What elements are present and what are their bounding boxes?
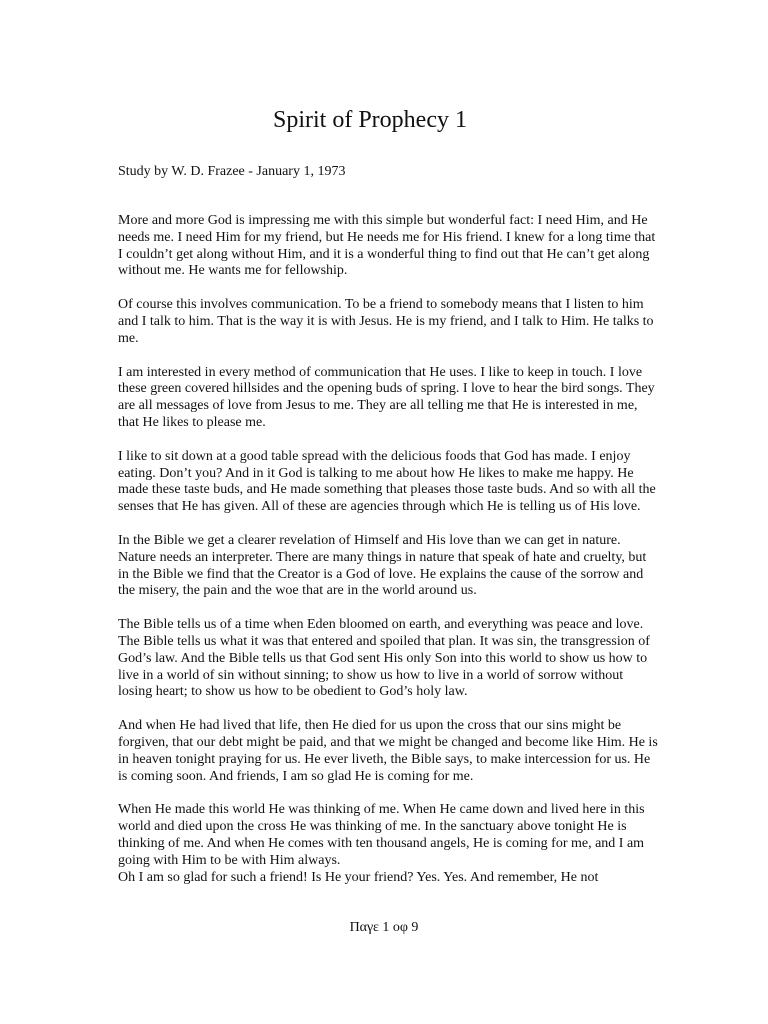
paragraph-5: In the Bible we get a clearer revelation of Himself and His love than we can get in nature. Nature needs an interpreter. There are many things in nature that speak of hate and cruelty, but in the Bible we find that the Creator is a God of love. He explains the cause of the sorrow and the misery, the pain and the woe that are in the world around us. (118, 532, 647, 599)
paragraph-6: The Bible tells us of a time when Eden bloomed on earth, and everything was peace and love. The Bible tells us what it was that entered and spoiled that plan. It was sin, the transgression of God’s law. And the Bible tells us that God sent His only Son into this world to show us how to live in a world of sin without sinning; to show us how to live in a world of sorrow without losing heart; to show us how to be obedient to God’s holy law. (118, 617, 650, 700)
paragraph-8: When He made this world He was thinking of me. When He came down and lived here in this world and died upon the cross He was thinking of me. In the sanctuary above tonight He is thinking of me. And when He comes with ten thousand angels, He is coming for me, and I am going with Him to be with Him always. (118, 802, 645, 868)
document-body (118, 213, 658, 886)
paragraph-9: Oh I am so glad for such a friend! Is He your friend? Yes. Yes. And remember, He not (118, 869, 599, 885)
paragraph-1: More and more God is impressing me with this simple but wonderful fact: I need Him, and He needs me. I need Him for my friend, but He needs me for His friend. I knew for a long time that I couldn’t get along without Him, and it is a wonderful thing to find out that He can’t get along without me. He wants me for fellowship. (118, 213, 656, 279)
paragraph-3: I am interested in every method of communication that He uses. I like to keep in touch. I love these green covered hillsides and the opening buds of spring. I love to hear the bird songs. They are all messages of love from Jesus to me. They are all telling me that He is interested in me, that He likes to please me. (118, 364, 655, 430)
paragraph-2: Of course this involves communication. To be a friend to somebody means that I listen to him and I talk to him. That is the way it is with Jesus. He is my friend, and I talk to Him. He talks to me. (118, 297, 654, 346)
paragraph-7: And when He had lived that life, then He died for us upon the cross that our sins might be forgiven, that our debt might be paid, and that we might be changed and become like Him. He is in heaven tonight praying for us. He ever liveth, the Bible says, to make intercession for us. He is coming soon. And friends, I am so glad He is coming for me. (118, 718, 658, 784)
paragraph-4: I like to sit down at a good table spread with the delicious foods that God has made. I enjoy eating. Don’t you? And in it God is talking to me about how He likes to make me happy. He made these taste buds, and He made something that pleases those taste buds. And so with all the senses that He has given. All of these are agencies through which He is telling us of His love. (118, 448, 656, 515)
page-title: Spirit of Prophecy 1 (273, 107, 467, 133)
page-footer: Παγε 1 οφ 9 (349, 920, 419, 935)
byline: Study by W. D. Frazee - January 1, 1973 (118, 164, 346, 179)
